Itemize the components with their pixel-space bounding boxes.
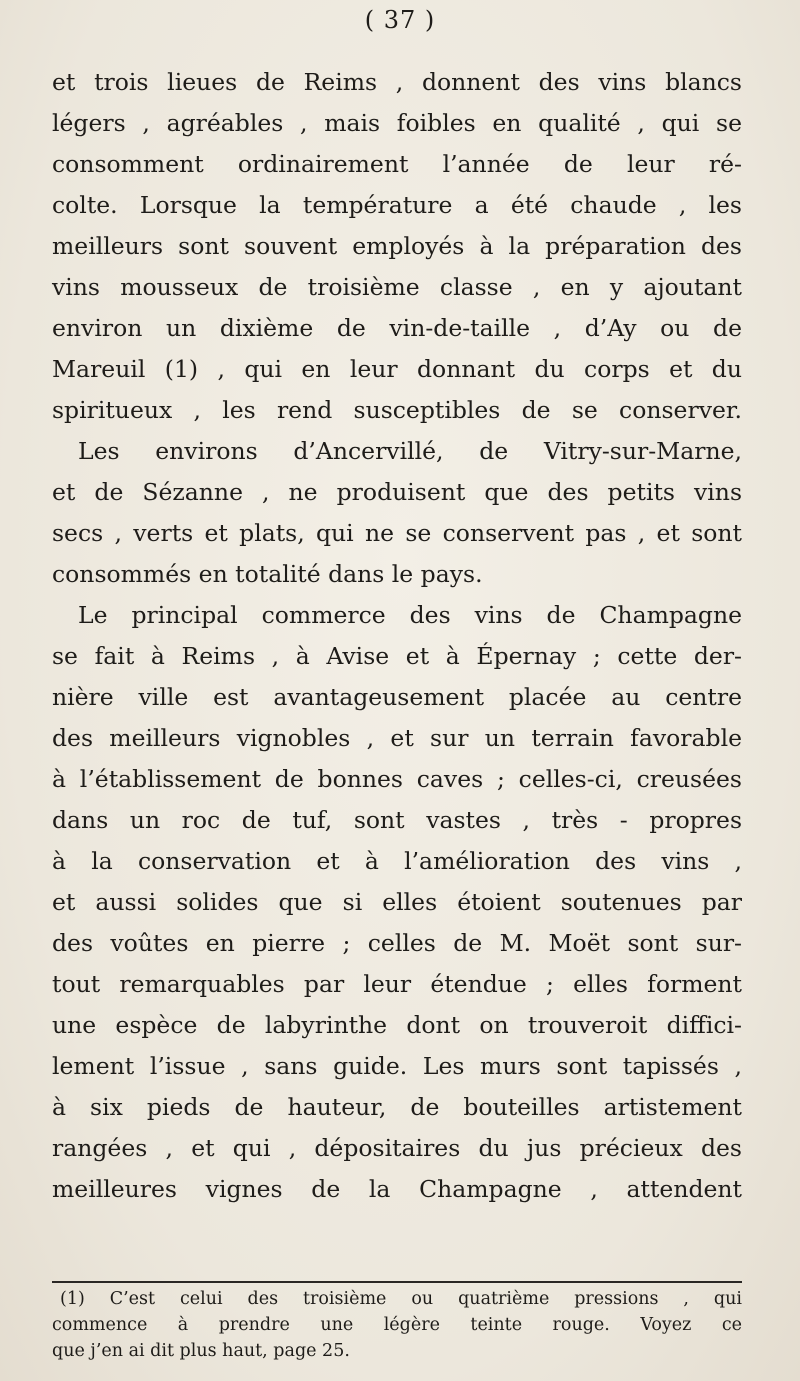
text-line: consommés en totalité dans le pays. xyxy=(52,560,483,588)
text-line: colte. Lorsque la température a été chaude , les xyxy=(52,191,742,219)
text-line: Les environs d’Ancervillé, de Vitry-sur-Marne, xyxy=(78,437,742,465)
text-line: une espèce de labyrinthe dont on trouveroit diffici- xyxy=(52,1011,742,1039)
text-line: se fait à Reims , à Avise et à Épernay ; cette der- xyxy=(52,642,742,670)
body-text xyxy=(52,62,742,1210)
footnote xyxy=(52,1286,742,1364)
text-line: et aussi solides que si elles étoient soutenues par xyxy=(52,888,742,916)
text-line: vins mousseux de troisième classe , en y ajoutant xyxy=(52,273,742,301)
footnote-line: que j’en ai dit plus haut, page 25. xyxy=(52,1341,350,1361)
text-line: des meilleurs vignobles , et sur un terrain favorable xyxy=(52,724,742,752)
text-line: environ un dixième de vin-de-taille , d’Ay ou de xyxy=(52,314,742,342)
text-line: secs , verts et plats, qui ne se conservent pas , et sont xyxy=(52,519,742,547)
text-line: meilleures vignes de la Champagne , attendent xyxy=(52,1175,742,1203)
text-line: et trois lieues de Reims , donnent des vins blancs xyxy=(52,68,742,96)
text-line: des voûtes en pierre ; celles de M. Moët sont sur- xyxy=(52,929,742,957)
text-line: tout remarquables par leur étendue ; elles forment xyxy=(52,970,742,998)
text-line: nière ville est avantageusement placée au centre xyxy=(52,683,742,711)
text-line: rangées , et qui , dépositaires du jus précieux des xyxy=(52,1134,742,1162)
text-line: Le principal commerce des vins de Champagne xyxy=(78,601,742,629)
text-line: spiritueux , les rend susceptibles de se conserver. xyxy=(52,396,742,424)
text-line: et de Sézanne , ne produisent que des petits vins xyxy=(52,478,742,506)
text-line: à six pieds de hauteur, de bouteilles artistement xyxy=(52,1093,742,1121)
text-line: meilleurs sont souvent employés à la préparation des xyxy=(52,232,742,260)
footnote-divider xyxy=(52,1281,742,1283)
text-line: Mareuil (1) , qui en leur donnant du corps et du xyxy=(52,355,742,383)
footnote-line: commence à prendre une légère teinte rouge. Voyez ce xyxy=(52,1315,742,1335)
page-number: ( 37 ) xyxy=(364,6,436,34)
text-line: consomment ordinairement l’année de leur ré- xyxy=(52,150,742,178)
footnote-line: (1) C’est celui des troisième ou quatrième pressions , qui xyxy=(60,1289,742,1309)
text-line: lement l’issue , sans guide. Les murs sont tapissés , xyxy=(52,1052,742,1080)
text-line: dans un roc de tuf, sont vastes , très - propres xyxy=(52,806,742,834)
text-line: à la conservation et à l’amélioration des vins , xyxy=(52,847,742,875)
text-line: légers , agréables , mais foibles en qualité , qui se xyxy=(52,109,742,137)
text-line: à l’établissement de bonnes caves ; celles-ci, creusées xyxy=(52,765,742,793)
